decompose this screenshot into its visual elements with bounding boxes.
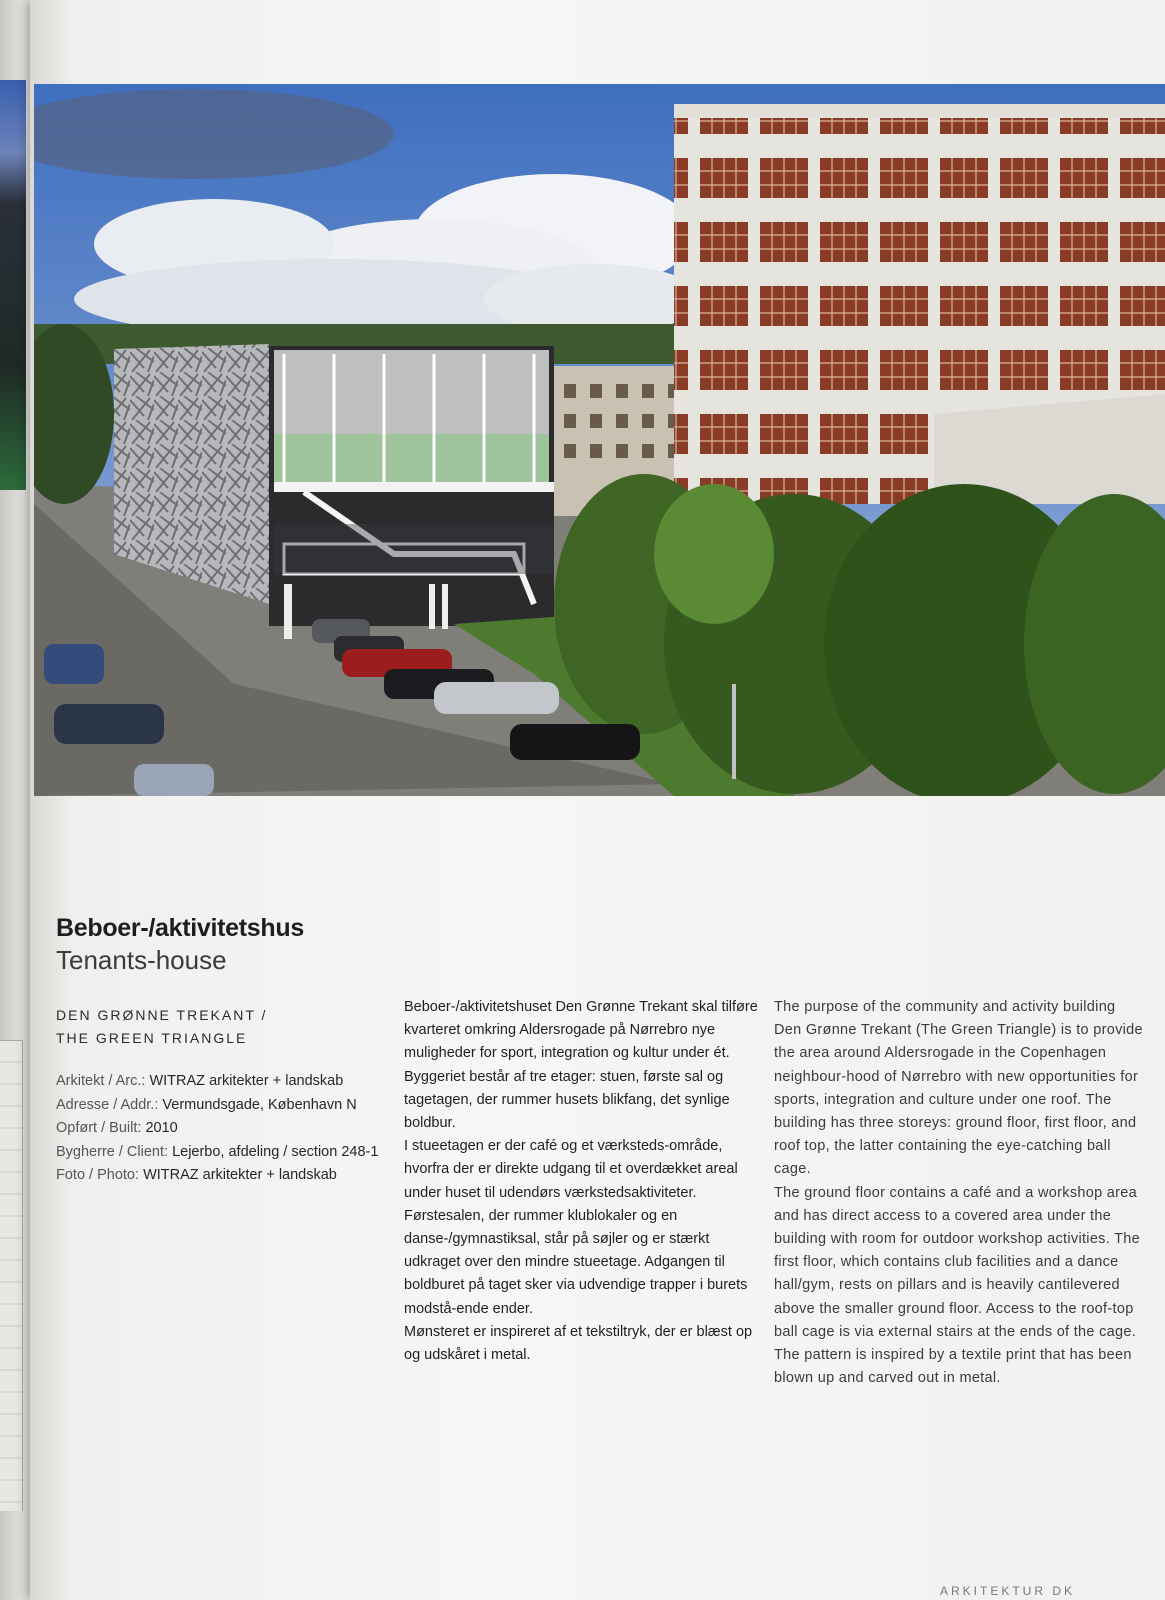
credit-value: Lejerbo, afdeling / section 248-1 xyxy=(172,1143,379,1160)
article-title-block xyxy=(56,914,386,976)
body-text-english xyxy=(774,996,1144,1390)
credit-key: Arkitekt / Arc.: xyxy=(56,1073,146,1089)
building-photo xyxy=(34,84,1165,796)
show-through-text xyxy=(800,876,1130,910)
paragraph: Mønsteret er inspireret af et tekstiltryk, der er blæst op og udskåret i metal. xyxy=(404,1323,753,1364)
project-name-line: THE GREEN TRIANGLE xyxy=(56,1030,248,1046)
credit-value: Vermundsgade, København N xyxy=(162,1096,357,1113)
credit-key: Adresse / Addr.: xyxy=(56,1096,159,1113)
credit-value: 2010 xyxy=(145,1120,178,1136)
credit-key: Bygherre / Client: xyxy=(56,1143,169,1160)
credit-value: WITRAZ arkitekter + landskab xyxy=(149,1073,344,1089)
credit-line-architect xyxy=(56,1070,396,1094)
project-name-line: DEN GRØNNE TREKANT / xyxy=(56,1007,268,1023)
paragraph: Beboer-/aktivitetshuset Den Grønne Trekant skal tilføre kvarteret omkring Aldersrogade på Nørrebro nye muligheder for sport, integration og kultur under ét. Byggeriet består af tre etager: stuen, første sal og tagetagen, der rummer husets blikfang, det synlige boldbur. xyxy=(404,999,758,1132)
credit-value: WITRAZ arkitekter + landskab xyxy=(143,1167,337,1183)
credit-line-client xyxy=(56,1141,396,1165)
body-text-danish xyxy=(404,996,760,1367)
credit-line-address xyxy=(56,1094,396,1118)
article-title-danish: Beboer-/aktivitetshus xyxy=(56,914,304,942)
credit-line-photo xyxy=(56,1164,396,1188)
paragraph: The purpose of the community and activity building Den Grønne Trekant (The Green Triangle) is to provide the area around Aldersrogade in the Copenhagen neighbour-hood of Nørrebro with new opportunities for sports, integration and culture under one roof. The building has three storeys: ground floor, first floor, and roof top, the latter containing the eye-catching ball cage. xyxy=(774,999,1143,1178)
credit-line-built xyxy=(56,1117,396,1141)
paragraph: The ground floor contains a café and a workshop area and has direct access to a covered area under the building with room for outdoor workshop activities. The first floor, which contains club facilities and a dance hall/gym, rests on pillars and is heavily cantilevered above the smaller ground floor. Access to the roof-top ball cage is via external stairs at the ends of the cage. xyxy=(774,1184,1141,1340)
article-title-english: Tenants-house xyxy=(56,945,227,975)
page-folio: ARKITEKTUR DK xyxy=(940,1584,1076,1598)
facing-page-drawings-fragment xyxy=(0,1040,23,1511)
paragraph: The pattern is inspired by a textile print that has been blown up and carved out in metal. xyxy=(774,1347,1132,1387)
project-credits xyxy=(56,1070,396,1188)
credit-key: Opført / Built: xyxy=(56,1120,142,1136)
paragraph: I stueetagen er der café og et værksteds-område, hvorfra der er direkte udgang til et overdækket areal under huset til udendørs værkstedsaktiviteter. Førstesalen, der rummer klublokaler og en danse-/gymnastiksal, står på søjler og er stærkt udkraget over den mindre stueetage. Adgangen til boldburet på taget sker via udvendige trapper i burets modstå-ende ender. xyxy=(404,1138,748,1317)
project-name xyxy=(56,1004,376,1050)
credit-key: Foto / Photo: xyxy=(56,1167,140,1183)
facing-page-photo-fragment xyxy=(0,80,26,490)
